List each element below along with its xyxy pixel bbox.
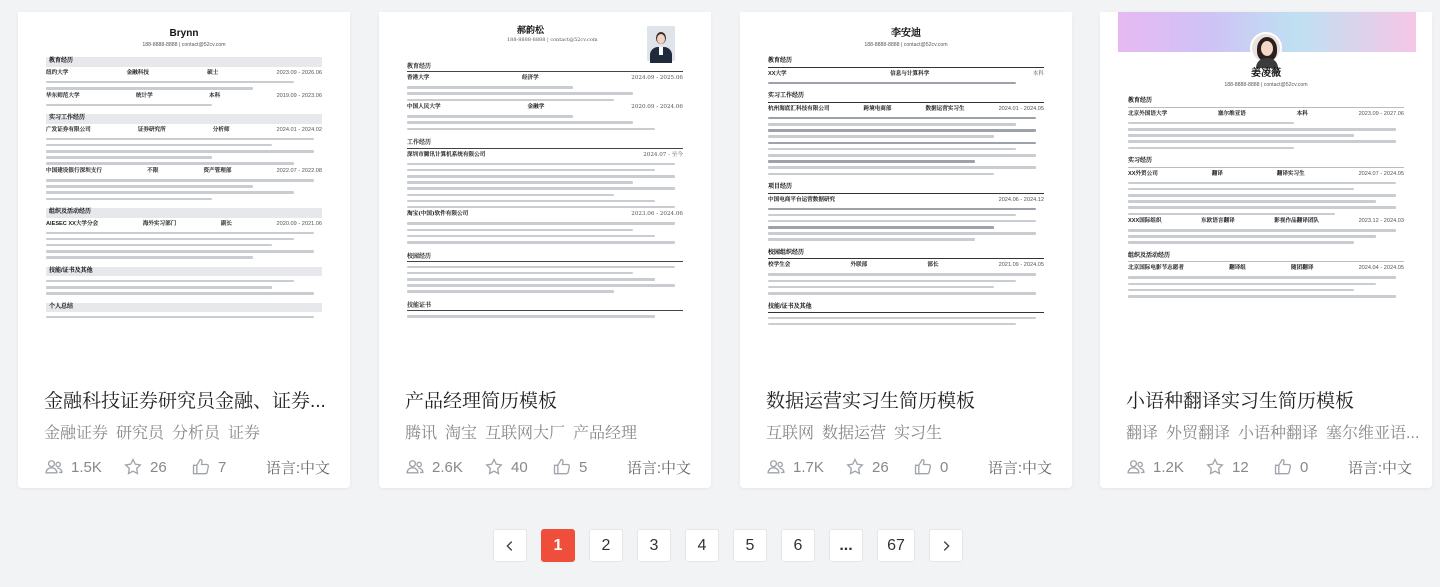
resume-section: 技能/证书及其他 [46,267,322,276]
resume-section: 组织及活动经历 [1128,252,1404,262]
prev-page-button[interactable] [493,529,527,562]
resume-row: AIESEC XX大学分会 海外实习部门 副长 2020.09 - 2021.06 [46,220,322,227]
likes-stat[interactable] [1273,456,1308,478]
resume-preview[interactable] [1100,12,1432,367]
resume-row: XX大学 信息与计算科学 本科 [768,70,1044,77]
resume-row: 淘宝(中国)软件有限公司 2023.06 - 2024.06 [407,211,683,218]
users-icon [766,457,786,477]
resume-section: 教育经历 [46,57,322,66]
language-label: 语言:中文 [1347,459,1412,477]
card-tags [766,423,1050,445]
resume-row: 杭州海底汇科技有限公司 跨境电商部 数据运营实习生 2024.01 - 2024.05 [768,105,1044,112]
users-icon [405,457,425,477]
card-stats [1126,456,1412,478]
resume-section: 技能/证书及其他 [768,303,1044,313]
favorites-count: 26 [150,458,167,476]
views-count: 1.2K [1153,458,1184,476]
resume-row: 纽约大学 金融科技 硕士 2023.09 - 2026.06 [46,69,322,76]
star-icon [1205,457,1225,477]
tag[interactable]: 外贸翻译 [1166,425,1231,442]
tag[interactable]: 小语种翻译 [1238,425,1319,442]
resume-name: 李安迪 [891,28,921,39]
card-stats [766,456,1052,478]
tag[interactable]: 金融证券 [44,425,109,442]
chevron-right-icon [939,539,953,553]
page-button-5[interactable]: 5 [733,529,767,562]
resume-preview[interactable] [379,12,711,367]
resume-document [1128,64,1404,367]
resume-section: 实习工作经历 [768,92,1044,102]
language-label: 语言:中文 [626,459,691,477]
card-title[interactable]: 金融科技证券研究员金融、证券... [44,391,326,412]
resume-section: 个人总结 [46,303,322,312]
tag[interactable]: 互联网大厂 [485,425,566,442]
resume-row: 北京外国语大学 塞尔维亚语 本科 2023.09 - 2027.06 [1128,110,1404,117]
favorites-stat[interactable] [123,456,167,478]
favorites-stat[interactable] [1205,456,1249,478]
likes-stat[interactable] [913,456,948,478]
views-stat [766,456,824,478]
tag[interactable]: 实习生 [894,425,943,442]
resume-section: 工作经历 [407,139,683,148]
tag[interactable]: 产品经理 [573,425,638,442]
tag[interactable]: 淘宝 [445,425,478,442]
tag[interactable]: 塞尔维亚语... [1326,425,1420,442]
views-count: 1.7K [793,458,824,476]
template-card[interactable] [18,12,350,488]
star-icon [123,457,143,477]
tag[interactable]: 腾讯 [405,425,438,442]
favorites-count: 26 [872,458,889,476]
template-grid [18,12,1422,488]
card-stats [44,456,330,478]
resume-row: 中国建设银行深圳支行 不限 资产管理部 2022.07 - 2022.08 [46,167,322,174]
tag[interactable]: 翻译 [1126,425,1159,442]
card-tags [405,423,689,445]
page-ellipsis-button[interactable]: ... [829,529,863,562]
thumbs-up-icon [1273,457,1293,477]
card-tags [1126,423,1420,445]
resume-row: XXX国际组织 东欧语言翻译 影视作品翻译团队 2023.12 - 2024.03 [1128,218,1404,225]
favorites-stat[interactable] [484,456,528,478]
tag[interactable]: 分析员 [172,425,221,442]
likes-stat[interactable] [191,456,226,478]
page-button-2[interactable]: 2 [589,529,623,562]
views-stat [44,456,102,478]
tag[interactable]: 互联网 [766,425,815,442]
resume-photo [1250,32,1282,64]
views-count: 1.5K [71,458,102,476]
chevron-left-icon [503,539,517,553]
resume-preview[interactable] [18,12,350,367]
views-stat [405,456,463,478]
resume-section: 校园组织经历 [768,249,1044,259]
likes-count: 5 [579,458,588,476]
card-title[interactable]: 数据运营实习生简历模板 [766,391,976,412]
favorites-stat[interactable] [845,456,889,478]
resume-contact: 188-8888-8888 | contact@52cv.com [507,37,598,44]
resume-row: 香港大学 经济学 2024.09 - 2025.06 [407,75,683,82]
resume-name: 姜凌薇 [1251,68,1281,79]
resume-row: 中国电商平台运营数据研究 2024.06 - 2024.12 [768,196,1044,203]
page-button-4[interactable]: 4 [685,529,719,562]
likes-stat[interactable] [552,456,587,478]
card-stats [405,456,691,478]
resume-contact: 188-8888-8888 | contact@52cv.com [1224,82,1308,88]
resume-preview[interactable] [740,12,1072,367]
template-card[interactable] [1100,12,1432,488]
resume-section: 教育经历 [768,57,1044,67]
resume-document [768,22,1044,367]
favorites-count: 40 [511,458,528,476]
resume-row: 校学生会 外联部 部长 2021.09 - 2024.05 [768,262,1044,269]
tag[interactable]: 研究员 [116,425,165,442]
likes-count: 7 [218,458,227,476]
thumbs-up-icon [913,457,933,477]
next-page-button[interactable] [929,529,963,562]
resume-photo [647,26,675,61]
resume-section: 项目经历 [768,183,1044,193]
resume-section: 教育经历 [407,63,683,72]
likes-count: 0 [1300,458,1309,476]
resume-section: 教育经历 [1128,97,1404,107]
resume-row: 华东师范大学 统计学 本科 2019.09 - 2023.06 [46,92,322,99]
users-icon [1126,457,1146,477]
resume-name: 郝韵松 [517,26,545,36]
users-icon [44,457,64,477]
resume-document [46,22,322,367]
resume-row: 深圳市腾讯计算机系统有限公司 2024.07 - 至今 [407,151,683,158]
thumbs-up-icon [552,457,572,477]
likes-count: 0 [940,458,949,476]
resume-section: 实习经历 [1128,157,1404,167]
card-title[interactable]: 小语种翻译实习生简历模板 [1126,391,1355,412]
resume-section: 技能证书 [407,302,683,311]
resume-name: Brynn [169,28,199,39]
page-button-67[interactable]: 67 [877,529,915,562]
resume-row: 北京国际电影节志愿者 翻译组 随团翻译 2024.04 - 2024.05 [1128,265,1404,272]
resume-section: 实习工作经历 [46,114,322,123]
resume-document [407,22,683,367]
favorites-count: 12 [1232,458,1249,476]
views-count: 2.6K [432,458,463,476]
page-button-1[interactable]: 1 [541,529,575,562]
card-title[interactable]: 产品经理简历模板 [405,391,558,412]
language-label: 语言:中文 [987,459,1052,477]
language-label: 语言:中文 [265,459,330,477]
resume-row: 广发证券有限公司 证券研究所 分析师 2024.01 - 2024.02 [46,126,322,133]
star-icon [484,457,504,477]
card-tags [44,423,328,445]
star-icon [845,457,865,477]
resume-section: 校园经历 [407,253,683,262]
tag[interactable]: 证券 [228,425,261,442]
template-card[interactable] [740,12,1072,488]
views-stat [1126,456,1184,478]
tag[interactable]: 数据运营 [822,425,887,442]
resume-row: 中国人民大学 金融学 2020.09 - 2024.06 [407,104,683,111]
resume-contact: 188-8888-8888 | contact@52cv.com [864,42,948,48]
thumbs-up-icon [191,457,211,477]
page-button-3[interactable]: 3 [637,529,671,562]
resume-contact: 188-8888-8888 | contact@52cv.com [142,42,226,48]
page-button-6[interactable]: 6 [781,529,815,562]
template-card[interactable] [379,12,711,488]
resume-row: XX外贸公司 翻译 翻译实习生 2024.07 - 2024.05 [1128,170,1404,177]
resume-section: 组织及活动经历 [46,208,322,217]
